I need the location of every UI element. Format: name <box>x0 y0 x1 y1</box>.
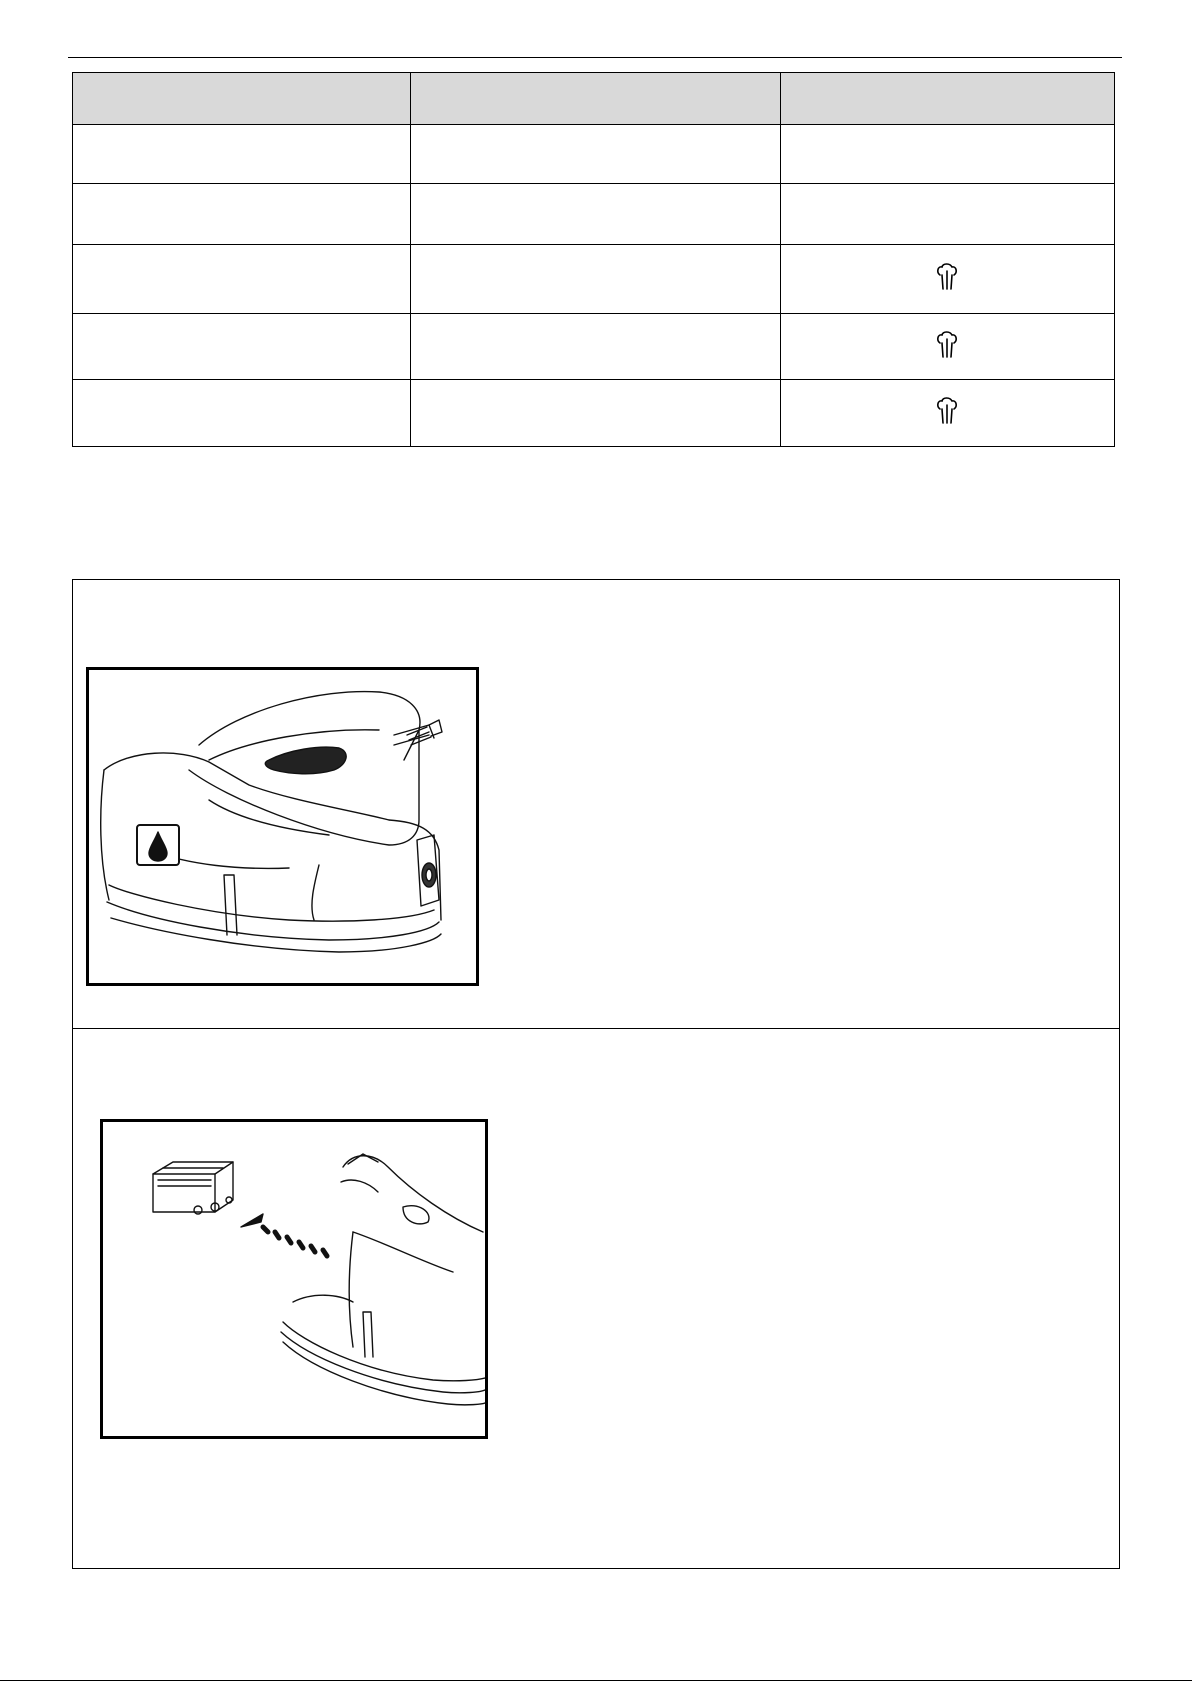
table-cell <box>780 125 1114 184</box>
cartridge-illustration <box>100 1119 488 1439</box>
table-header-cell <box>411 73 780 125</box>
table-cell <box>73 380 411 447</box>
table-cell <box>73 245 411 314</box>
steam-cell <box>780 245 1114 314</box>
header-rule <box>68 57 1122 58</box>
table-cell <box>411 380 780 447</box>
steam-cell <box>780 380 1114 447</box>
table-header-cell <box>780 73 1114 125</box>
settings-table <box>72 72 1115 447</box>
table-header-row <box>73 73 1115 125</box>
table-row <box>73 380 1115 447</box>
table-row <box>73 245 1115 314</box>
table-cell <box>411 125 780 184</box>
steam-generator-illustration <box>86 667 479 986</box>
table-cell <box>73 184 411 245</box>
footer-rule <box>0 1680 1192 1681</box>
table-cell <box>73 125 411 184</box>
steam-icon <box>931 261 963 293</box>
table-cell <box>411 184 780 245</box>
table-cell <box>73 314 411 380</box>
steam-cell <box>780 314 1114 380</box>
table-header-cell <box>73 73 411 125</box>
table-row <box>73 184 1115 245</box>
instruction-box-2 <box>72 1027 1120 1569</box>
instruction-box-1 <box>72 579 1120 1029</box>
steam-icon <box>931 395 963 427</box>
table-cell <box>780 184 1114 245</box>
arrow-left-icon <box>241 1214 263 1227</box>
steam-icon <box>931 329 963 361</box>
table-cell <box>411 245 780 314</box>
table-row <box>73 314 1115 380</box>
table-cell <box>411 314 780 380</box>
table-row <box>73 125 1115 184</box>
